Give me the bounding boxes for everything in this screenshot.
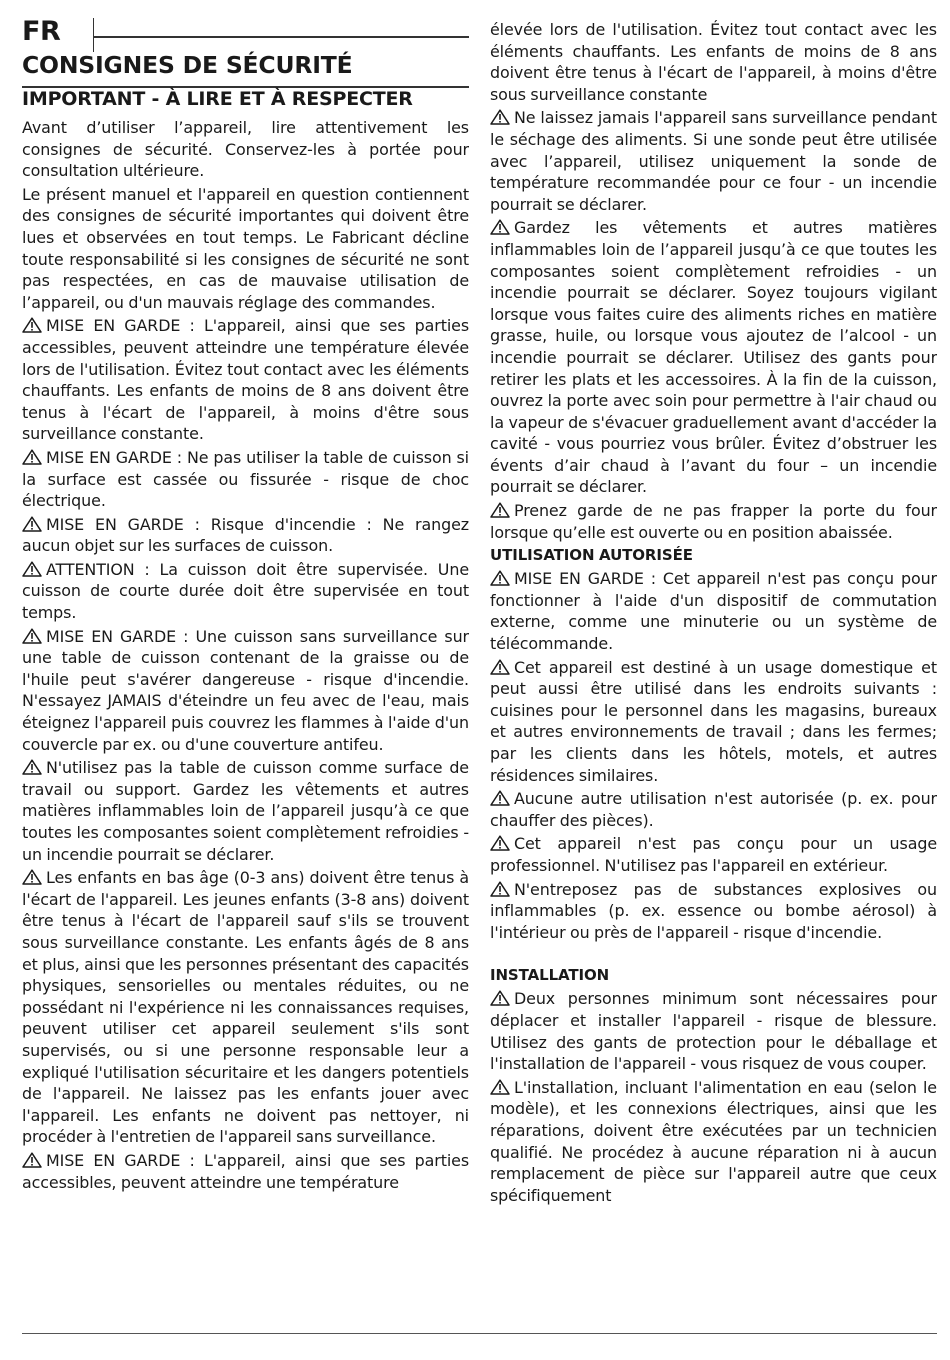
warning-paragraph: Cet appareil est destiné à un usage domestique et peut aussi être utilisé dans les endroits suivants : cuisines pour le personnel dans les magasins, bureaux et autres environnements de travail ; dans les fermes; par les clients dans les hôtels, motels, et autres résidences similaires.	[490, 657, 937, 785]
header-divider-tick	[93, 18, 94, 52]
warning-paragraph: ATTENTION : La cuisson doit être supervisée. Une cuisson de courte durée doit être supervisée en tout temps.	[22, 559, 469, 623]
warning-triangle-icon	[490, 570, 510, 586]
warning-paragraph: MISE EN GARDE : L'appareil, ainsi que ses parties accessibles, peuvent atteindre une température élevée lors de l'utilisation. Évitez tout contact avec les éléments chauffants. Les enfants de moins de 8 ans doivent être tenus à l'écart de l'appareil, à moins d'être sous surveillance constante.	[22, 316, 469, 444]
warning-triangle-icon	[490, 219, 510, 235]
warning-paragraph: N'entreposez pas de substances explosives ou inflammables (p. ex. essence ou bombe aérosol) à l'intérieur ou près de l'appareil - risque d'incendie.	[490, 879, 937, 942]
header-rule	[93, 36, 469, 38]
warning-paragraph: N'utilisez pas la table de cuisson comme surface de travail ou support. Gardez les vêtements et autres matières inflammables loin de l’appareil jusqu’à ce que toutes les composantes soient complètement refroidies - un incendie pourrait se déclarer.	[22, 758, 469, 864]
warning-paragraph: MISE EN GARDE : Une cuisson sans surveillance sur une table de cuisson contenant de la graisse ou de l'huile peut s'avérer dangereuse - risque d'incendie. N'essayez JAMAIS d'éteindre un feu avec de l'eau, mais éteignez l'appareil puis couvrez les flammes à l'aide d'un couvercle par ex. ou d'une couverture antifeu.	[22, 626, 469, 754]
intro-paragraph: Avant d’utiliser l’appareil, lire attentivement les consignes de sécurité. Conservez-les à portée pour consultation ultérieure.	[22, 118, 469, 181]
left-column	[22, 117, 469, 1327]
warning-triangle-icon	[490, 990, 510, 1006]
warning-triangle-icon	[490, 835, 510, 851]
warning-paragraph: Ne laissez jamais l'appareil sans surveillance pendant le séchage des aliments. Si une sonde peut être utilisée avec l’appareil, utilisez uniquement la sonde de température recommandée pour ce four - un incendie pourrait se déclarer.	[490, 108, 937, 214]
page-subtitle: IMPORTANT - À LIRE ET À RESPECTER	[22, 88, 413, 110]
warning-paragraph: L'installation, incluant l'alimentation en eau (selon le modèle), et les connexions électriques, ainsi que les réparations, doivent être exécutées par un technicien qualifié. Ne procédez à aucune réparation ni à aucun remplacement de pièce sur l'appareil autre que ceux spécifiquement	[490, 1077, 937, 1205]
warning-paragraph: Gardez les vêtements et autres matières inflammables loin de l’appareil jusqu’à ce que toutes les composantes soient complètement refroidies - un incendie pourrait se déclarer. Soyez toujours vigilant lorsque vous faites cuire des aliments riches en matière grasse, huile, ou lorsque vous ajoutez de l’alcool - un incendie pourrait se déclarer. Utilisez des gants pour retirer les plats et les accessoires. À la fin de la cuisson, ouvrez la porte avec soin pour permettre à l'air chaud ou la vapeur de s'évacuer graduellement avant d'accéder la cavité - vous pourriez vous brûler. Évitez d’obstruer les évents d’air chaud à l’avant du four – un incendie pourrait se déclarer.	[490, 218, 937, 497]
warning-triangle-icon	[22, 759, 42, 775]
warning-paragraph: Cet appareil n'est pas conçu pour un usage professionnel. N'utilisez pas l'appareil en extérieur.	[490, 834, 937, 875]
warning-triangle-icon	[490, 109, 510, 125]
warning-triangle-icon	[22, 869, 42, 885]
warning-paragraph: MISE EN GARDE : Cet appareil n'est pas conçu pour fonctionner à l'aide d'un dispositif de commutation externe, comme une minuterie ou un système de télécommande.	[490, 569, 937, 654]
language-code: FR	[22, 16, 61, 47]
warning-paragraph: MISE EN GARDE : Ne pas utiliser la table de cuisson si la surface est cassée ou fissurée - risque de choc électrique.	[22, 447, 469, 511]
warning-triangle-icon	[490, 659, 510, 675]
warning-triangle-icon	[22, 317, 42, 333]
section-heading-installation: INSTALLATION	[490, 966, 610, 985]
warning-paragraph: Aucune autre utilisation n'est autorisée (p. ex. pour chauffer des pièces).	[490, 789, 937, 830]
warning-triangle-icon	[490, 881, 510, 897]
warning-triangle-icon	[490, 1079, 510, 1095]
warning-paragraph: MISE EN GARDE : L'appareil, ainsi que ses parties accessibles, peuvent atteindre une température	[22, 1150, 469, 1192]
warning-paragraph: Deux personnes minimum sont nécessaires pour déplacer et installer l'appareil - risque de blessure. Utilisez des gants de protection pour le déballage et l'installation de l'appareil - vous risquez de vous couper.	[490, 989, 937, 1074]
footer-rule	[22, 1333, 937, 1334]
warning-triangle-icon	[22, 1152, 42, 1168]
warning-triangle-icon	[490, 790, 510, 806]
page-title: CONSIGNES DE SÉCURITÉ	[22, 51, 353, 79]
warning-triangle-icon	[22, 449, 42, 465]
warning-paragraph: Les enfants en bas âge (0-3 ans) doivent être tenus à l'écart de l'appareil. Les jeunes enfants (3-8 ans) doivent être tenus à l'écart de l'appareil sauf s'ils se trouvent sous surveillance constante. Les enfants âgés de 8 ans et plus, ainsi que les personnes présentant des capacités physiques, sensorielles ou mentales réduites, ou ne possédant ni l'expérience ni les connaissances requises, peuvent utiliser cet appareil seulement s'ils sont supervisés, ou si une personne responsable leur a expliqué l'utilisation sécuritaire et les dangers potentiels de l'appareil. Ne laissez pas les enfants jouer avec l'appareil. Les enfants ne doivent pas nettoyer, ni procéder à l'entretien de l'appareil sans surveillance.	[22, 868, 469, 1147]
warning-triangle-icon	[22, 628, 42, 644]
continued-paragraph: élevée lors de l'utilisation. Évitez tout contact avec les éléments chauffants. Les enfants de moins de 8 ans doivent être tenus à l'écart de l'appareil, à moins d'être sous surveillance constante	[490, 20, 937, 104]
warning-triangle-icon	[490, 502, 510, 518]
warning-paragraph: Prenez garde de ne pas frapper la porte du four lorsque qu’elle est ouverte ou en position abaissée.	[490, 501, 937, 542]
section-heading-authorized-use: UTILISATION AUTORISÉE	[490, 546, 693, 565]
warning-triangle-icon	[22, 561, 42, 577]
right-column	[490, 19, 937, 1314]
intro-paragraph: Le présent manuel et l'appareil en question contiennent des consignes de sécurité importantes qui doivent être lues et observées en tout temps. Le Fabricant décline toute responsabilité si les consignes de sécurité ne sont pas respectées, en cas de mauvaise utilisation de l’appareil, ou d'un mauvais réglage des commandes.	[22, 184, 469, 312]
warning-paragraph: MISE EN GARDE : Risque d'incendie : Ne rangez aucun objet sur les surfaces de cuisson.	[22, 514, 469, 556]
warning-triangle-icon	[22, 516, 42, 532]
